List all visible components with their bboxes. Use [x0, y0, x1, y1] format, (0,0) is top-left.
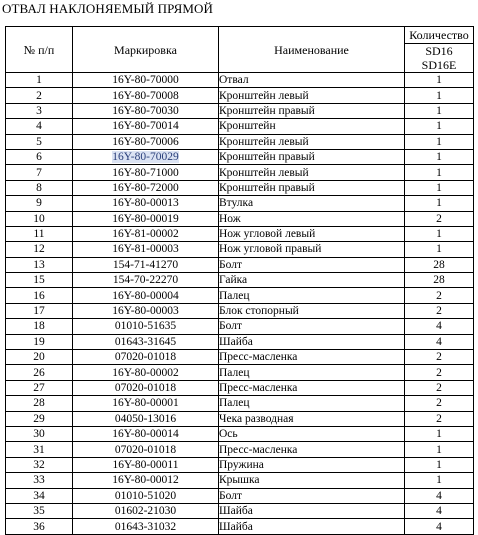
- row-number-text: 9: [36, 197, 42, 210]
- row-code: [73, 503, 219, 518]
- row-code-text: 154-70-22270: [112, 274, 179, 287]
- row-quantity-text: 28: [433, 258, 445, 271]
- row-number-text: 16: [33, 289, 45, 302]
- row-quantity-text: 2: [436, 397, 442, 410]
- row-quantity: [405, 365, 474, 380]
- row-code: [73, 88, 219, 103]
- row-name-text: Пресс-масленка: [219, 382, 298, 394]
- row-name-text: Крышка: [219, 474, 260, 487]
- row-name-text: Кронштейн левый: [219, 166, 309, 179]
- row-quantity-text: 2: [436, 305, 442, 318]
- row-code-text: 16Y-80-71000: [112, 166, 179, 179]
- table-row: [6, 350, 474, 365]
- row-name-text: Нож угловой левый: [219, 228, 316, 241]
- row-name-text: Болт: [219, 320, 242, 333]
- row-quantity-text: 1: [436, 135, 442, 148]
- row-name: [219, 319, 405, 334]
- row-code-text: 16Y-80-00013: [112, 197, 179, 210]
- row-code-text: 16Y-80-70030: [112, 104, 179, 117]
- row-name-text: Палец: [219, 366, 250, 379]
- row-name-text: Шайба: [219, 505, 253, 518]
- parts-table: [5, 26, 474, 535]
- row-number: [6, 88, 73, 103]
- row-code-text: 16Y-80-70014: [112, 120, 179, 133]
- row-code-text: 16Y-80-70006: [112, 135, 179, 148]
- row-code: [73, 365, 219, 380]
- row-quantity-text: 1: [436, 89, 442, 102]
- row-quantity: [405, 196, 474, 211]
- row-quantity: [405, 273, 474, 288]
- row-quantity-text: 2: [436, 412, 442, 425]
- row-code: [73, 273, 219, 288]
- row-quantity-text: 1: [436, 228, 442, 241]
- row-number: [6, 488, 73, 503]
- row-name: [219, 365, 405, 380]
- row-code: [73, 334, 219, 349]
- row-code-text: 16Y-80-00019: [112, 212, 179, 225]
- row-name: [219, 473, 405, 488]
- row-name: [219, 288, 405, 303]
- row-name: [219, 303, 405, 318]
- row-quantity-text: 4: [436, 335, 442, 348]
- row-number: [6, 303, 73, 318]
- row-name-text: Ось: [219, 428, 238, 441]
- row-number: [6, 457, 73, 472]
- row-name-text: Отвал: [219, 74, 249, 87]
- row-number: [6, 273, 73, 288]
- row-code: [73, 303, 219, 318]
- row-quantity: [405, 303, 474, 318]
- row-number: [6, 180, 73, 195]
- row-number: [6, 334, 73, 349]
- row-quantity-text: 4: [436, 489, 442, 502]
- row-code: [73, 242, 219, 257]
- row-quantity: [405, 350, 474, 365]
- row-quantity-text: 1: [436, 443, 442, 456]
- table-row: [6, 226, 474, 241]
- row-number: [6, 503, 73, 518]
- table-row: [6, 473, 474, 488]
- row-quantity-text: 1: [436, 243, 442, 256]
- row-quantity: [405, 180, 474, 195]
- row-quantity: [405, 380, 474, 395]
- header-qty: Количество: [405, 27, 474, 44]
- row-quantity: [405, 211, 474, 226]
- table-row: [6, 165, 474, 180]
- row-quantity-text: 1: [436, 181, 442, 194]
- table-row: [6, 426, 474, 441]
- row-code: [73, 442, 219, 457]
- row-number: [6, 119, 73, 134]
- row-name: [219, 88, 405, 103]
- row-code-text: 154-71-41270: [112, 258, 179, 271]
- row-number-text: 2: [36, 89, 42, 102]
- row-quantity: [405, 457, 474, 472]
- row-name-text: Пресс-масленка: [219, 351, 298, 364]
- row-quantity: [405, 503, 474, 518]
- row-code-text: 07020-01018: [114, 351, 177, 364]
- row-name: [219, 180, 405, 195]
- row-number: [6, 211, 73, 226]
- row-name-text: Кронштейн: [219, 120, 276, 133]
- row-number: [6, 426, 73, 441]
- row-name: [219, 196, 405, 211]
- table-row: [6, 396, 474, 411]
- row-quantity: [405, 288, 474, 303]
- row-name: [219, 350, 405, 365]
- row-code: [73, 165, 219, 180]
- row-number-text: 1: [36, 74, 42, 87]
- row-number-text: 7: [36, 166, 42, 179]
- row-code: [73, 149, 219, 164]
- row-quantity: [405, 242, 474, 257]
- row-code-text: 16Y-80-00002: [112, 366, 179, 379]
- row-code: [73, 180, 219, 195]
- row-quantity: [405, 149, 474, 164]
- row-number: [6, 242, 73, 257]
- row-quantity: [405, 134, 474, 149]
- row-quantity-text: 2: [436, 351, 442, 364]
- row-number: [6, 226, 73, 241]
- table-row: [6, 119, 474, 134]
- row-name-text: Пресс-масленка: [219, 443, 298, 456]
- row-name: [219, 457, 405, 472]
- row-code: [73, 519, 219, 534]
- row-number-text: 32: [33, 458, 45, 471]
- row-number: [6, 165, 73, 180]
- row-code: [73, 103, 219, 118]
- row-name-text: Втулка: [219, 197, 254, 210]
- row-name: [219, 165, 405, 180]
- table-row: [6, 273, 474, 288]
- row-name-text: Пружина: [219, 458, 264, 471]
- row-name: [219, 149, 405, 164]
- row-code: [73, 226, 219, 241]
- row-quantity-text: 1: [436, 197, 442, 210]
- table-row: [6, 242, 474, 257]
- row-number: [6, 288, 73, 303]
- row-code: [73, 488, 219, 503]
- row-name-text: Гайка: [219, 274, 248, 287]
- row-code-text: 16Y-80-70000: [112, 74, 179, 87]
- table-row: [6, 503, 474, 518]
- row-number-text: 11: [33, 228, 45, 241]
- row-number: [6, 196, 73, 211]
- row-name: [219, 426, 405, 441]
- row-number: [6, 380, 73, 395]
- row-code: [73, 411, 219, 426]
- row-number: [6, 319, 73, 334]
- row-quantity-text: 1: [436, 151, 442, 164]
- row-quantity: [405, 73, 474, 88]
- row-quantity: [405, 519, 474, 534]
- row-code-text: 01643-31032: [114, 520, 177, 533]
- row-name-text: Блок стопорный: [219, 305, 299, 318]
- table-row: [6, 257, 474, 272]
- header-model-sd16e: SD16E: [405, 58, 474, 73]
- row-code: [73, 257, 219, 272]
- row-name: [219, 211, 405, 226]
- row-quantity: [405, 103, 474, 118]
- header-code: Маркировка: [73, 27, 219, 73]
- table-row: [6, 103, 474, 118]
- row-name: [219, 134, 405, 149]
- row-name: [219, 119, 405, 134]
- row-quantity-text: 4: [436, 505, 442, 518]
- row-name-text: Палец: [219, 397, 250, 410]
- row-name-text: Нож угловой правый: [219, 243, 322, 256]
- row-code-text: 16Y-80-72000: [112, 181, 179, 194]
- header-name: Наименование: [219, 27, 405, 73]
- row-quantity: [405, 426, 474, 441]
- row-code: [73, 196, 219, 211]
- row-number-text: 3: [36, 104, 42, 117]
- row-number-text: 6: [36, 151, 42, 164]
- table-row: [6, 442, 474, 457]
- row-number-text: 8: [36, 181, 42, 194]
- row-number: [6, 134, 73, 149]
- row-code: [73, 319, 219, 334]
- row-code: [73, 73, 219, 88]
- row-number-text: 15: [33, 274, 45, 287]
- row-code-text: 16Y-81-00002: [112, 228, 179, 241]
- row-name: [219, 242, 405, 257]
- document-title: ОТВАЛ НАКЛОНЯЕМЫЙ ПРЯМОЙ: [2, 1, 214, 16]
- row-code-text: 16Y-80-70008: [112, 89, 179, 102]
- row-number-text: 33: [33, 474, 45, 487]
- row-name: [219, 396, 405, 411]
- row-code-text: 07020-01018: [114, 382, 177, 394]
- row-quantity-text: 1: [436, 120, 442, 133]
- row-code: [73, 426, 219, 441]
- table-row: [6, 211, 474, 226]
- table-row: [6, 319, 474, 334]
- row-name-text: Кронштейн левый: [219, 89, 309, 102]
- row-code-text: 16Y-80-00014: [112, 428, 179, 441]
- row-quantity-text: 1: [436, 474, 442, 487]
- row-code-text: 16Y-80-00011: [112, 458, 179, 471]
- row-name: [219, 257, 405, 272]
- row-name: [219, 380, 405, 395]
- row-code-text: 01602-21030: [114, 505, 177, 518]
- row-quantity-text: 28: [433, 274, 445, 287]
- row-number-text: 29: [33, 412, 45, 425]
- row-name-text: Кронштейн левый: [219, 135, 309, 148]
- row-name: [219, 273, 405, 288]
- row-code: [73, 119, 219, 134]
- row-name: [219, 73, 405, 88]
- row-number: [6, 442, 73, 457]
- row-name-text: Кронштейн правый: [219, 104, 315, 117]
- table-row: [6, 457, 474, 472]
- row-number-text: 35: [33, 505, 45, 518]
- row-code-text: 01643-31645: [114, 335, 177, 348]
- table-row: [6, 134, 474, 149]
- row-code: [73, 134, 219, 149]
- row-number: [6, 257, 73, 272]
- row-name-text: Палец: [219, 289, 250, 302]
- row-quantity: [405, 396, 474, 411]
- row-quantity: [405, 488, 474, 503]
- table-row: [6, 288, 474, 303]
- row-quantity: [405, 319, 474, 334]
- row-name: [219, 442, 405, 457]
- row-number: [6, 103, 73, 118]
- row-name: [219, 519, 405, 534]
- row-quantity: [405, 411, 474, 426]
- row-name-text: Чека разводная: [219, 412, 294, 425]
- row-number-text: 26: [33, 366, 45, 379]
- row-quantity-text: 1: [436, 104, 442, 117]
- row-name-text: Нож: [219, 212, 241, 225]
- row-name: [219, 503, 405, 518]
- row-number-text: 12: [33, 243, 45, 256]
- row-quantity: [405, 334, 474, 349]
- row-name-text: Шайба: [219, 335, 253, 348]
- row-number-text: 27: [33, 382, 45, 394]
- row-code-text: 16Y-80-00004: [112, 289, 179, 302]
- row-name: [219, 488, 405, 503]
- table-row: [6, 180, 474, 195]
- row-quantity-text: 1: [436, 458, 442, 471]
- table-body: [6, 73, 474, 535]
- row-number-text: 17: [33, 305, 45, 318]
- table-row: [6, 303, 474, 318]
- row-quantity-text: 4: [436, 320, 442, 333]
- table-row: [6, 488, 474, 503]
- row-name: [219, 226, 405, 241]
- table-row: [6, 519, 474, 534]
- row-number-text: 10: [33, 212, 45, 225]
- row-code-text: 16Y-81-00003: [112, 243, 179, 256]
- table-row: [6, 88, 474, 103]
- row-code-text: 07020-01018: [114, 443, 177, 456]
- row-quantity: [405, 257, 474, 272]
- row-code: [73, 350, 219, 365]
- row-quantity-text: 1: [436, 428, 442, 441]
- row-code: [73, 396, 219, 411]
- row-code-text: 04050-13016: [114, 412, 177, 425]
- header-model-sd16: SD16: [405, 44, 474, 59]
- table-row: [6, 149, 474, 164]
- table-row: [6, 411, 474, 426]
- row-number-text: 5: [36, 135, 42, 148]
- row-code: [73, 211, 219, 226]
- row-number-text: 31: [33, 443, 45, 456]
- row-number-text: 19: [33, 335, 45, 348]
- table-row: [6, 196, 474, 211]
- row-code-text: 16Y-80-00001: [112, 397, 179, 410]
- row-quantity-text: 2: [436, 382, 442, 394]
- row-number-text: 13: [33, 258, 45, 271]
- row-number-text: 18: [33, 320, 45, 333]
- row-quantity: [405, 442, 474, 457]
- row-quantity: [405, 88, 474, 103]
- row-quantity-text: 4: [436, 520, 442, 533]
- row-number: [6, 350, 73, 365]
- row-number-text: 20: [33, 351, 45, 364]
- row-quantity-text: 2: [436, 366, 442, 379]
- table-header: [6, 27, 474, 73]
- header-num: № п/п: [6, 27, 73, 73]
- table-row: [6, 73, 474, 88]
- row-quantity-text: 1: [436, 74, 442, 87]
- row-number: [6, 411, 73, 426]
- row-code-text: 01010-51635: [114, 320, 177, 333]
- row-number: [6, 396, 73, 411]
- row-code: [73, 457, 219, 472]
- row-number-text: 4: [36, 120, 42, 133]
- row-code-text: 16Y-80-00012: [112, 474, 179, 487]
- row-number: [6, 365, 73, 380]
- row-number: [6, 519, 73, 534]
- row-quantity: [405, 226, 474, 241]
- table-row: [6, 334, 474, 349]
- row-number-text: 34: [33, 489, 45, 502]
- row-quantity: [405, 119, 474, 134]
- row-number: [6, 149, 73, 164]
- row-quantity-text: 1: [436, 166, 442, 179]
- row-name-text: Болт: [219, 489, 242, 502]
- row-code: [73, 473, 219, 488]
- row-number: [6, 73, 73, 88]
- row-quantity: [405, 473, 474, 488]
- row-name-text: Шайба: [219, 520, 253, 533]
- row-quantity-text: 2: [436, 212, 442, 225]
- row-name: [219, 103, 405, 118]
- row-code: [73, 288, 219, 303]
- row-number-text: 28: [33, 397, 45, 410]
- row-code-text: 16Y-80-70029: [112, 151, 179, 164]
- row-code-text: 16Y-80-00003: [112, 305, 179, 318]
- table-row: [6, 380, 474, 395]
- row-code-text: 01010-51020: [114, 489, 177, 502]
- row-name: [219, 411, 405, 426]
- row-number-text: 30: [33, 428, 45, 441]
- row-quantity: [405, 165, 474, 180]
- row-name-text: Кронштейн правый: [219, 151, 315, 164]
- row-name-text: Болт: [219, 258, 242, 271]
- row-number-text: 36: [33, 520, 45, 533]
- row-code: [73, 380, 219, 395]
- table-row: [6, 365, 474, 380]
- row-quantity-text: 2: [436, 289, 442, 302]
- row-name: [219, 334, 405, 349]
- row-number: [6, 473, 73, 488]
- row-name-text: Кронштейн правый: [219, 181, 315, 194]
